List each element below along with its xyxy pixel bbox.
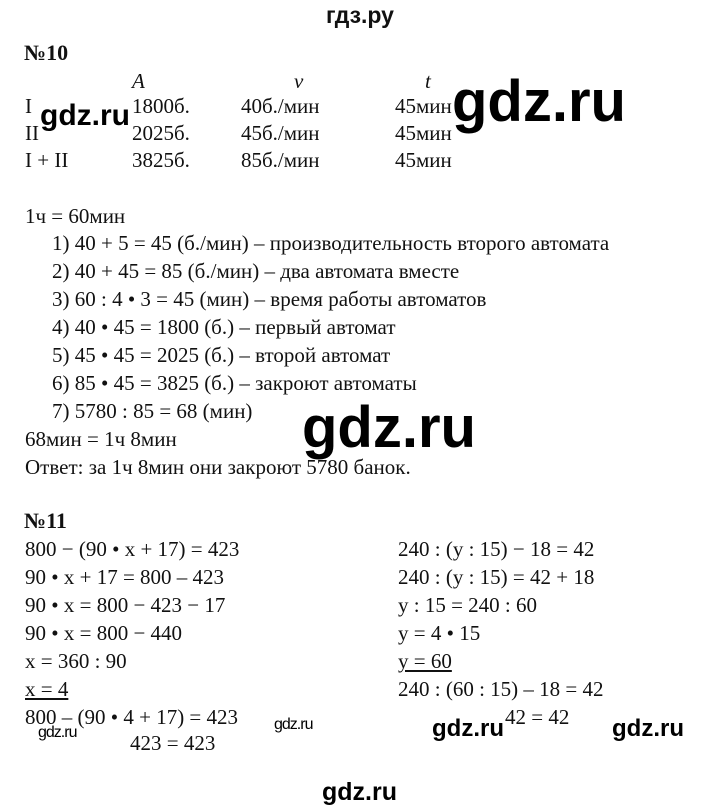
equation-line: x = 360 : 90 [25,649,127,673]
solution-step: 6) 85 • 45 = 3825 (б.) – закроют автоматы [52,371,417,395]
table-cell: 40б./мин [241,94,320,118]
equation-line: 240 : (y : 15) − 18 = 42 [398,537,595,561]
column-header-t: t [425,69,431,93]
row-label: I [25,94,32,118]
solution-step: 1) 40 + 5 = 45 (б./мин) – производительность второго автомата [52,231,610,255]
equation-line: 90 • x = 800 − 423 − 17 [25,593,226,617]
column-header-a: A [132,69,145,93]
solution-step: 2) 40 + 45 = 85 (б./мин) – два автомата вместе [52,259,460,283]
equation-line: 90 • x = 800 − 440 [25,621,183,645]
equation-line: y : 15 = 240 : 60 [398,593,538,617]
watermark-medium: gdz.ru [612,715,684,742]
answer-text: Ответ: за 1ч 8мин они закроют 5780 банок. [25,455,411,479]
equation-line: 90 • x + 17 = 800 – 423 [25,565,225,589]
watermark-small: gdz.ru [274,716,313,733]
equation-check: 800 – (90 • 4 + 17) = 423 [25,705,239,729]
watermark-medium: gdz.ru [40,99,130,132]
equation-answer: y = 60 [398,649,452,673]
row-label: I + II [25,148,69,172]
solution-step: 3) 60 : 4 • 3 = 45 (мин) – время работы автоматов [52,287,487,311]
task-11-number: №11 [24,508,67,533]
equation-answer: x = 4 [25,677,69,701]
equation-line: 800 − (90 • x + 17) = 423 [25,537,240,561]
solution-step: 7) 5780 : 85 = 68 (мин) [52,399,253,423]
watermark-large: gdz.ru [452,69,626,134]
equation-check: 240 : (60 : 15) – 18 = 42 [398,677,604,701]
task-10-number: №10 [24,40,69,65]
solution-step: 4) 40 • 45 = 1800 (б.) – первый автомат [52,315,396,339]
table-cell: 45мин [395,94,452,118]
equation-line: 240 : (y : 15) = 42 + 18 [398,565,595,589]
result-conversion: 68мин = 1ч 8мин [25,427,177,451]
table-cell: 85б./мин [241,148,320,172]
equation-check-result: 42 = 42 [505,705,570,729]
row-label: II [25,121,39,145]
table-cell: 45б./мин [241,121,320,145]
watermark-small: gdz.ru [38,724,77,741]
table-cell: 2025б. [132,121,190,145]
equation-line: y = 4 • 15 [398,621,481,645]
table-cell: 45мин [395,148,452,172]
solution-step: 5) 45 • 45 = 2025 (б.) – второй автомат [52,343,391,367]
table-cell: 3825б. [132,148,190,172]
column-header-v: v [294,69,304,93]
table-cell: 1800б. [132,94,190,118]
time-conversion: 1ч = 60мин [25,204,126,228]
watermark-medium: gdz.ru [322,778,397,806]
table-cell: 45мин [395,121,452,145]
watermark-medium: gdz.ru [432,715,504,742]
site-title: гдз.ру [326,2,394,28]
watermark-large: gdz.ru [302,395,476,460]
equation-check-result: 423 = 423 [130,731,216,755]
